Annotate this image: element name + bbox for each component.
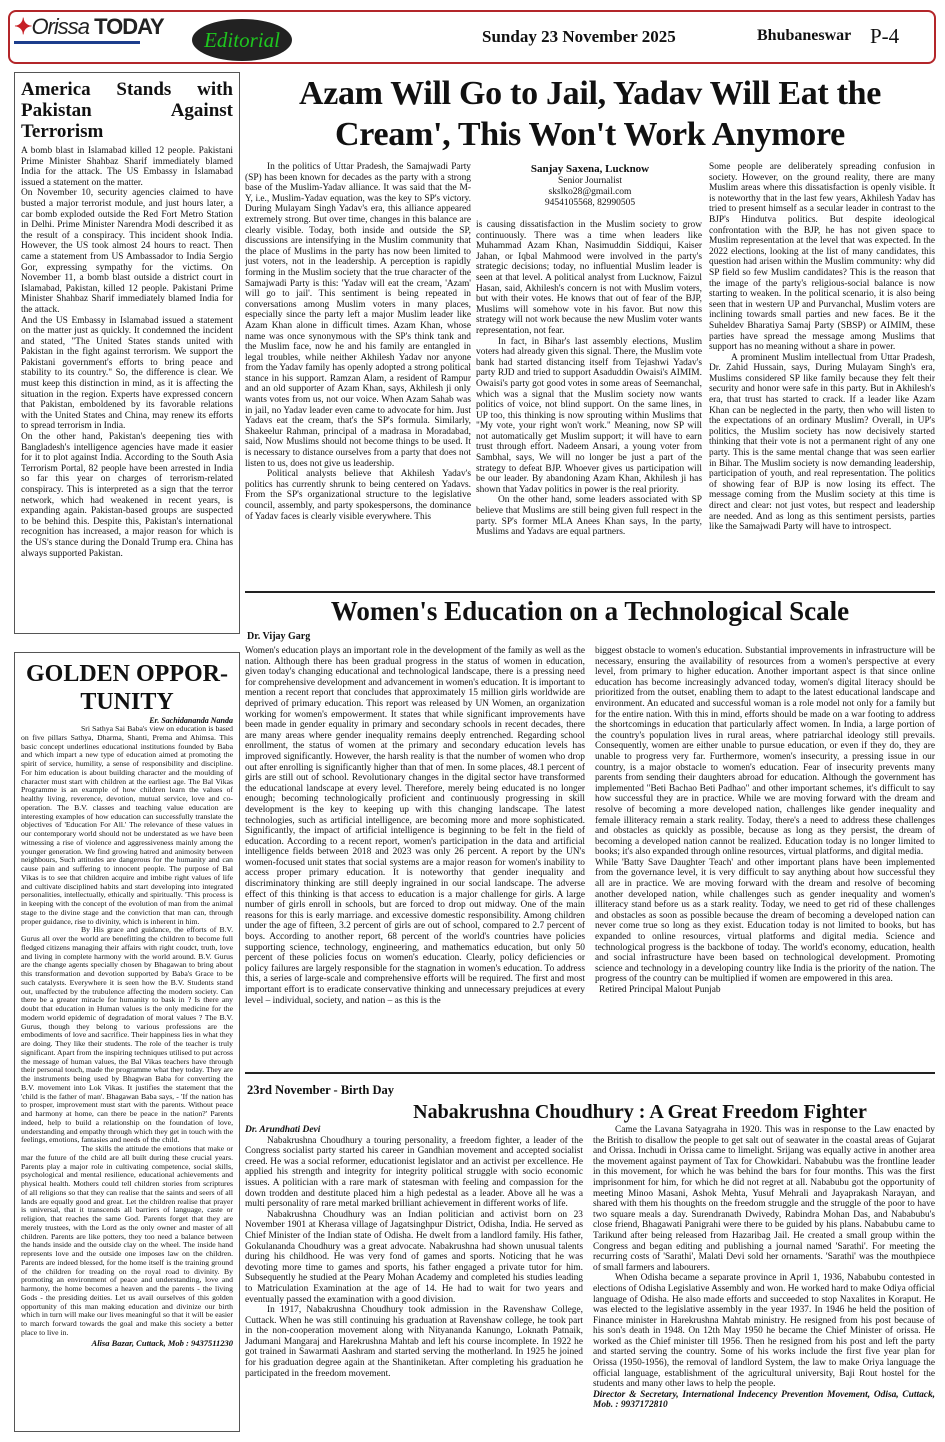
article-column — [245, 162, 471, 586]
divider — [245, 591, 935, 593]
author-phone: 9454105568, 82990505 — [544, 198, 636, 208]
paragraph: On the other hand, some leaders associated with SP believe that Muslims are still being given full respect in the party. SP's former MLA Anees Khan says, In the party, Muslims and Yadavs are equal partners. — [476, 495, 702, 538]
paragraph: Nabakrushna Choudhury was an Indian politician and activist born on 23 November 1901 at Kherasa village of Jagatsinghpur District, Odisha, India. He served as Chief Minister of the Indian state of Odisha. He dwelt from a landlord family. His father, Gokulananda Choudhury was a great advocate. Nabakrushna had shown unusual talents during his childhood. He was very fond of games and sports. Noticing that he was devoting more time to games and sports, his father engaged a private tutor for him. Subsequently he studied at the Peary Mohan Academy and completed his studies leading to Matriculation Examination at the age of 14. He had to wait for two years and eventually passed the examination with a good division. — [245, 1209, 583, 1305]
article-body — [21, 725, 233, 1338]
article-column — [595, 646, 935, 1066]
article-column — [709, 162, 935, 586]
paragraph: In fact, in Bihar's last assembly elections, Muslim voters had already given this signal. There, the Muslim vote bank had started distancing itself from Tejashwi Yadav's party RJD and tried to support Asaduddin Owaisi's AIMIM. Owaisi's party got good votes in some areas of Seemanchal, which was a signal that the Muslim society now wants politics of voice, not blind support. On the same lines, in UP too, this thinking is now sprouting within Muslims that "My vote, your right won't work." Meaning, now SP will not automatically get Muslim support; it will have to earn trust through effort. Nadeem Ansari, a young voter from Sambhal, says, We will no longer be just a part of the strategy to defeat BJP. Whoever gives us participation will be our leader. By abandoning Azam Khan, Akhilesh ji has shown that Yadav politics in power is the real priority. — [476, 336, 702, 495]
article-column — [245, 646, 585, 1066]
paragraph: When Odisha became a separate province in April 1, 1936, Nababubu contested in elections of Odisha Legislative Assembly and won. He worked hard to make Odiya official language of Odisha. He also made efforts and succeeded to stop Naxalites in Koraput. He was elected to the legislative assembly in the year 1937. In 1946 he held the position of Finance minister in Harekrushna Mahtab ministry. He resigned from his post because of his son's death in 1948. On 12th May 1950 he became the Chief Minister of orissa. He worked as the Chief minister till 1956. Then he resigned from his post and left the party and started serving the country. Some of his works include the first five year plan for Orissa (1950-1956), the removal of landlord System, the law to make Oriya language the official language, establishment of the agricultural university, Baji Rout hostel for the students and many other laws to help the people. — [593, 1273, 935, 1390]
author-signature: Retired Principal Malout Punjab — [599, 985, 721, 995]
issue-date: Sunday 23 November 2025 — [482, 27, 676, 46]
paragraph: By His grace and guidance, the efforts of B.V. Gurus all over the world are benefitting the children to become full fledged citizens managing their affairs with right coudct, truth, love and living in complete harmony with the world around. B.V. Gurus are the change agents specially chosen by Bhagawan to bring about this transformation and devotion supported by Baba's Grace to be such catalysts. Everywhere it is seen how the B.V. Students stand out, unaffected by the trubulence affecting the modern society. Can there be a greater miracle for humanity to bask in ? Is there any doubt that education in Human values is the only medicine for the modern world epidemic of degradation of moral values ? The B.V. Gurus, though they belong to various professions are the embodiments of love and sacrifice. Their happiness lies in what they are doing. They like their students. The role of the teacher is truly significant. Apart from the inspiring techniques utilised to put across the message of human values, the Bal Vikas teachers have through their personal touch, made the programme what they today. They are the instruments being used by Bhagwan Baba for converting the B.V. movement into Lok Vikas. It justifies the statement that the 'child is the father of man'. Bhagawan Baba says, - 'If the nation has to prosper, improvement must start with the parents. Without peace and harmony at home, can there be peace in the nation?' Parents indeed, help to build a relationship on the foundation of love, understanding and empathy through which they get in touch with the feelings, emotions, fantasies and needs of the child. — [21, 925, 233, 1145]
article-headline: Women's Education on a Technological Scale — [330, 596, 850, 626]
paragraph: On the other hand, Pakistan's deepening ties with Bangladesh's intelligence agencies have made it easier for it to plot against India. According to the South Asia Terrorism Portal, 82 people have been arrested in India so far this year on charges of terrorism-related conspiracy. This is interpreted as a sign that the terror network, which had weakened in recent years, is expanding again. Pakistan-based groups are suspected to be behind this. Despite this, Pakistan's international recognition has increased, a major reason for which is the US's stance during the Donald Trump era. China has always supported Pakistan. — [21, 432, 233, 559]
paragraph: biggest obstacle to women's education. Substantial improvements in infrastructure will be necessary, ensuring the availability of resources from a women's perspective at every level, from primary to higher education. Another important aspect is that since online education has become increasingly advanced today, women's digital literacy should be prioritized from the outset, enabling them to adapt to the latest educational landscape and environment. An educated and successful woman is a role model not only for a family but for the entire nation. With this in mind, efforts should be made on a war footing to address the shortcomings in education that particularly affect women. In India, a large portion of the country's population lives in rural areas, where patriarchal ideology still prevails. Consequently, women are either unable to pursue education, or even if they do, they are unable to progress very far. Furthermore, women's insecurity, a pressing issue in our country, is a major obstacle to women's education. Fear of insecurity prevents many parents from sending their daughters abroad for education. Although the government has implemented "Beti Bachao Beti Padhao" and other important schemes, it's difficult to say how successful they are in practice. While we are moving forward with the dream and resolve of becoming a more developed nation, challenges like gender inequality and female illiteracy remain a stark reality. Today, there's a need to address these challenges and obstacles as quickly as possible, because as long as they persist, the dream of becoming a developed nation cannot be realized. Education today is no longer limited to books; it's also expanded through online resources, virtual platforms, and digital media. — [595, 646, 935, 858]
section-badge: Editorial — [192, 19, 292, 61]
edition-city: Bhubaneswar — [757, 27, 852, 44]
author-signature: Alisa Bazar, Cuttack, Mob : 9437511230 — [91, 1337, 233, 1348]
article-author: Dr. Vijay Garg — [247, 631, 311, 642]
article-title: GOLDEN OPPOR-TUNITY — [26, 661, 228, 715]
author-email: skslko28@gmail.com — [548, 187, 632, 197]
paragraph: On November 10, security agencies claimed to have busted a major terrorist module, and just hours later, a car bomb exploded outside the Red Fort Metro Station in Delhi. Prime Minister Narendra Modi described it as the result of a conspiracy. This incident shook India. However, the US took almost 24 hours to react. Then came a statement from US Ambassador to India Sergio Gor, expressing sympathy for the victims. On November 11, a bomb blast outside a district court in Islamabad, Pakistan, killed 12 people. Pakistani Prime Minister Shahbaz Sharif immediately blamed India for the attack. — [21, 188, 233, 315]
article-column — [245, 1125, 583, 1425]
article-title: America Stands with Pakistan Against Terrorism — [21, 79, 233, 142]
article-column — [593, 1125, 935, 1430]
article-column — [476, 220, 702, 586]
paragraph: A bomb blast in Islamabad killed 12 people. Pakistani Prime Minister Shahbaz Sharif immediately blamed India for the attack. The US Embassy in Islamabad issued a statement on the matter. — [21, 146, 233, 188]
article-headline: Nabakrushna Choudhury : A Great Freedom Fighter — [413, 1101, 867, 1123]
paragraph: And the US Embassy in Islamabad issued a statement on the matter just as quickly. It condemned the incident and stated, "The United States stands united with Pakistan in the fight against terrorism. We support the Pakistani government's efforts to bring peace and stability to its country." So, the difference is clear. We must keep this distinction in mind, as it is affecting the situation in the region. Experts have expressed concern that Pakistan, emboldened by its favorable relations with the United States and China, may renew its efforts to spread terrorism in India. — [21, 315, 233, 432]
article-author: Er. Sachidananda Nanda — [149, 716, 233, 725]
paragraph: The skills the attitude the emotions that make or mar the future of the child are all built during these crucial years. Parents play a major role in cultivating competence, social skills, psychological and mental resilience, educational achievements and physical health. Mothers could tell children stories from scriptures of all religions so that they can realise that the saints and seers of all lands are equally good and great. Let the children realise that prayer is universal, that it transcends all barriers of language, caste or religion, that reaches the same God. Parents forget that they are merely trustees, with the Lord as the only owner and master of all children. Parents are like potters, they too need a balance between the hands inside and the outside clay on the wheel. The inside hand represents love and the outside one imposes law on the children. Parents are indeed blessed, for the home itself is the training ground of the children for treading on the royal road to divinity. By promoting an environment of peace and understanding, love and harmony, the home becomes a heaven and the parents - the living Gods - the presiding deities. Let us avail ourselves of this golden opportunity of this man making education and divinize our birth which in turn will make our lives meaningful so that it will be easier to march forward towards the goal and make this society a better place to live in. — [21, 1144, 233, 1337]
article-kicker: 23rd November - Birth Day — [247, 1083, 394, 1097]
paragraph: Some people are deliberately spreading confusion in society. However, on the ground reality, there are many Muslim areas where this dissatisfaction is openly visible. It is noteworthy that in the last few years, Akhilesh Yadav has tried to present himself as a secular leader in contrast to the BJP's Hindutva politics. But despite ideological confrontation with the BJP, he has not given space to Muslim representation at the level that was expected. In the 2022 elections, looking at the list of many candidates, this question had arisen within the Muslim community: why did SP field so few Muslim candidates? This is the reason that the image of the party's religious-social balance is now starting to weaken. In the political scenario, it is also being seen that in western UP and Purvanchal, Muslim voters are inclining towards small parties and new faces. Be it the Suheldev Bharatiya Samaj Party (SBSP) or AIMIM, these parties have spread the message among Muslims that support has no meaning without a share in power. — [709, 162, 935, 353]
author-name: Sanjay Saxena, Lucknow — [530, 163, 650, 175]
newspaper-logo: ✦Orissa TODAY — [14, 14, 164, 44]
paragraph: is causing dissatisfaction in the Muslim society to grow continuously. There was a time when leaders like Muhammad Azam Khan, Nasimuddin Siddiqui, Kaiser Jahan, or Iqbal Mahmood were involved in the party's strategic decisions; today, no influential Muslim leader is seen at that level. A political analyst from Lucknow, Faizul Hasan, said, Akhilesh's concern is not with Muslim voters, but with their votes. He knows that out of fear of the BJP, Muslims will somehow vote in his favor. But now this strategy will not work because the new Muslim voter wants representation, not fear. — [476, 220, 702, 336]
article-america — [14, 72, 240, 634]
paragraph: In the politics of Uttar Pradesh, the Samajwadi Party (SP) has been known for decades as the party with a strong base of the Muslim-Yadav alliance. It was said that the M-Y, i.e., Muslim-Yadav equation, was the key to SP's victory. During Mulayam Singh Yadav's era, this alliance appeared extremely strong. But over time, changes in this balance are clearly visible. Today, both inside and outside the SP, discussions are intensifying in the Muslim community that the place of Muslims in the party has now been limited to just voters, not in the leadership. A perception is rapidly forming in the Muslim society that the true character of the Samajwadi Party is this: 'Yadav will eat the cream, 'Azam' will go to jail'. This sentiment is being repeated in conversations among Muslim voters in many places, especially since the party left a major Muslim leader like Azam Khan alone in difficult times. Azam Khan, whose name was once synonymous with the SP's think tank and the Muslim face, now he and his family are entangled in legal troubles, while neither Akhilesh Yadav nor anyone from the Yadav family has openly adopted a strong political stance in his support. Ramzan Alam, a resident of Rampur and an old supporter of Azam Khan, says, Akhilesh ji only wants votes from us, not our voice. When Azam Sahab was in jail, no Yadav leader even came to advocate for him. Just Yadavs eat the cream, that's the SP's formula. Similarly, Shakeelur Rahman, principal of a madrasa in Moradabad, said, Now Muslims should not become things to be used. It is necessary to distance ourselves from a party that does not listen to us, does not give us leadership. — [245, 162, 471, 469]
article-body — [21, 146, 233, 636]
paragraph: While 'Batty Save Daughter Teach' and other important plans have been implemented from the governance level, it is very difficult to say anything about how successful they all are in practice. We are moving forward with the dream and resolve of becoming another developed nation, while challenges such as gender inequality and women's illiteracy stand before us as a stark reality. Today, we need to get rid of these challenges and obstacles as soon as possible because the dream of becoming a developed nation can never come true so long as they exist. Education today is not limited to books, but has expanded to online resources, virtual platforms and digital media. Science and technological progress is the backbone of today. The world's economy, education, health and social infrastructure have been based on technological development. Promoting science and technology in a developing country like India is the priority of the nation. The progress of the country can be multiplied if women are empowered in this area. — [595, 857, 935, 985]
paragraph: Political analysts believe that Akhilesh Yadav's politics has currently shrunk to being centered on Yadavs. From the SP's organizational structure to the legislative council, assembly, and party spokespersons, the dominance of Yadav faces is clearly visible everywhere. This — [245, 469, 471, 522]
page-number: P-4 — [870, 24, 900, 48]
article-author: Dr. Arundhati Devi — [245, 1125, 321, 1135]
article-headline: Azam Will Go to Jail, Yadav Will Eat the Cream', This Won't Work Anymore — [298, 75, 882, 153]
author-signature: Director & Secretary, International Indecency Prevention Movement, Odisa, Cuttack, Mob. : 9937172810 — [593, 1389, 935, 1411]
paragraph: In 1917, Nabakrushna Choudhury took admission in the Ravenshaw College, Cuttack. When he was still continuing his graduation at Ravenshaw college, he took part in the non-cooperation movement along with Nityananda Kanungo, Loknath Patnaik, Jadumani Mangaraj and Harekrushna Mahtab and left his course incomplete. In 1922 he got trained in Sawarmati Aashram and started serving the motherland. In 1925 he joined for his graduation degree again at the Shantiniketan. After completing his graduation he participated in the freedom movement. — [245, 1305, 583, 1379]
article-golden-opportunity — [14, 652, 240, 1432]
divider — [245, 1072, 935, 1074]
paragraph: Women's education plays an important role in the development of the family as well as the nation. Although there has been gradual progress in the status of women in education, given today's changing educational and technological landscape, there is a pressing need for comprehensive development and advancement in women's education. It is important to mention a recent report that concludes that approximately 15 million girls worldwide are deprived of primary education. This report was released by UN Women, an organization working for women's empowerment. It states that while significant improvements have been made in gender equality in primary and secondary schools in recent decades, there are many areas where gender inequality remains deeply entrenched. Regarding school enrollment, the status of women at the primary and secondary education levels has improved significantly. However, the harsh reality is that the number of women who drop out after enrolling is significantly higher than that of men. In some places, 48.1 percent of girls are still out of school. Revolutionary changes in the digital sector have transformed the educational landscape at every level. Therefore, merely being educated is no longer enough; becoming technologically proficient and continuously progressing in skill development is the key to keeping up with this changing landscape. The latest technologies, such as artificial intelligence, are becoming more and more sophisticated. Significantly, the impact of artificial intelligence is beginning to be felt in the field of education. According to a recent report, women's participation in the data and artificial intelligence fields between 2018 and 2023 was only 26 percent. A report by the UN's women-focused unit states that social systems are a major reason for women's inability to access proper primary education. It is noteworthy that gender inequality and discriminatory thinking are still deeply ingrained in our social landscape. The adverse effect of this thinking is that access to education is a major challenge for girls. A large number of girls enroll in schools, but are forced to drop out midway. One of the main reasons for this is early marriage. and excessive domestic responsibility. Among children under the age of fifteen, 3.2 percent of girls are out of school, compared to 2.7 percent of boys. According to another report, 68 percent of the world's countries have policies supporting science, technology, engineering, and mathematics education, but only 50 percent of these policies focus on women's education. Clearly, policy deficiencies or policy failures are largely responsible for the stagnation in women's education. To address this, a series of large-scale and comprehensive efforts will be required. The first and most important effort is to eradicate conservative thinking and unnecessary prejudices at every level – individual, society, and nation – as this is the — [245, 646, 585, 1006]
paragraph: Nabakrushna Choudhury a touring personality, a freedom fighter, a leader of the Congress socialist party started his career in Gandhian movement and accepted socialist creed. He was a social reformer, educationist legislator and an activist per excellence. He applied his strength and integrity for integrity political struggle with socio economic issues. A politician with a rare mark of statesman with feeling and compassion for the down trodden and destitute placed him a high pedestal as a leader. Above all he was a multi personality of rare metal marked brilliant achievement in different works of life. — [245, 1135, 583, 1210]
paragraph: Came the Lavana Satyagraha in 1920. This was in response to the Law enacted by the British to disallow the people to get salt out of seawater in the coastal areas of Gujarat and Orissa. Inchudi in Orissa came to limelight. Srijang was equally active in another area the movement against payment of Tax for Chowkidari. Nababubu was the frontline leader in this movement, for which he was behind the bars for four months. This was the first imprisonment for him, for which he did not regret at all. Nababubu got the opportunity of meeting Minoo Masani, Ashok Mehta, Yusuf Mehrali and Jayaprakash Narayan, and shared with them his thoughts on the freedom struggle and the struggle of the poor to have two square meals a day. Surendranath Dwivedy, Rabindra Mohan Das, and Nababubu's close friend, Bhagawati Panigrahi were there to be guided by his plans. Nababubu came to Tarikund after being released from Hazaribag Jail. He created a small group within the Congress and began editing and publishing a journal named 'Sarathi'. For meeting the recurring costs of 'Sarathi', Malati Devi sold her ornaments. 'Sarathi' was the mouthpiece of small farmers and labourers. — [593, 1125, 935, 1273]
paragraph: A prominent Muslim intellectual from Uttar Pradesh, Dr. Zahid Hussain, says, During Mulayam Singh's era, Muslims considered SP like family because they felt their security and honor were safe in this party. But in Akhilesh's era, that trust has started to crack. If a leader like Azam Khan can be neglected in the party, then who will listen to the expectations of an ordinary Muslim? Overall, in UP's politics, the Muslim society has now decisively started thinking that their vote is not a permanent right of any one party. This is the same mental change that was seen earlier in Bihar. The Muslim society is now demanding leadership, participation of youth, and real representation. The politics of showing fear of BJP is now losing its effect. The message coming from the Muslim society at this time is direct and clear: not just votes, but respect and leadership are needed. And as long as this sentiment persists, parties like the Samajwadi Party will have to introspect. — [709, 352, 935, 533]
paragraph: Sri Sathya Sai Baba's view on education is based on five pillars Sathya, Dharma, Shanti, Prema and Ahimsa. This basic concept underlines educational institutions founded by Baba and which impart a new type of education aimed at promoting the spirit of service, humility, a sense of responsibility and discipline. For him education is about building character and the moulding of character must start with children at the earliest age. The Bal Vikas Programme is an example of how children learn the values of healthy living, reverence, devotion, mutual service, love and co-operation. The B.V. classes and teaching value education are interesting examples of how education can successfully translate the objectives of 'Education For All.' The relevance of these values in our contemporary world should not be understated as we have been witnessing a rise of violence and aggressiveness mainly among the younger generation. We find growing hatred and animosity between neighbours, Such attitudes are dangerous for the humanity and can cause pain and suffering to innocent people. The purpose of Bal Vikas is to see that children acquire and imbibe right values of life and cultivate disciplined habits and start developing into integrated personalities, intellectually, ethically and spiritually. 'This process is in keeping with the concept of the evolution of man from the animal stage to the divine stage and the conviction that man can, through proper guidance, rise to divinity, which is inherent in him. — [21, 725, 233, 926]
article-byline — [475, 162, 705, 209]
author-role: Senior Journalist — [557, 176, 623, 186]
